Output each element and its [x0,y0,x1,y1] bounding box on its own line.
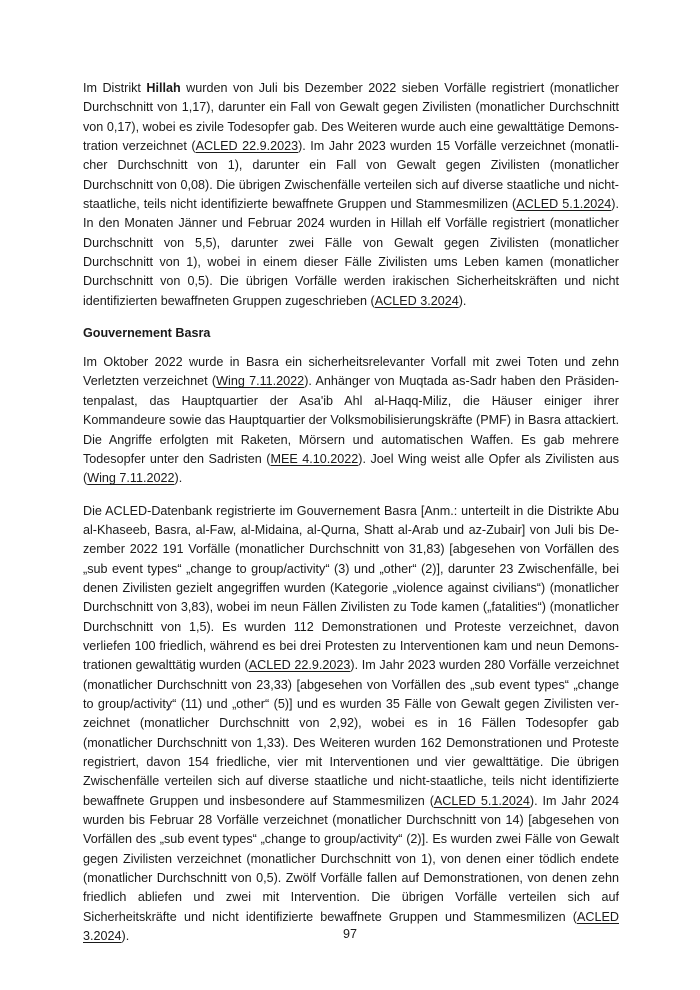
source-link[interactable]: Wing 7.11.2022 [216,374,305,389]
source-link[interactable]: ACLED 22.9.2023 [195,139,299,154]
district-name: Hillah [146,81,181,95]
source-link[interactable]: MEE 4.10.2022 [270,451,359,466]
source-link[interactable]: ACLED 5.1.2024 [516,197,612,212]
source-link[interactable]: ACLED 22.9.2023 [248,658,351,673]
section-heading-basra: Gouvernement Basra [83,326,211,341]
source-link[interactable]: ACLED 3.2024 [83,909,619,944]
source-link[interactable]: ACLED 5.1.2024 [433,793,530,808]
paragraph-basra-october: Im Oktober 2022 wurde in Basra ein sicherheitsrelevanter Vorfall mit zwei Toten und zehn Verletzten verzeichnet (Wing 7.11.2022). Anhänger von Muqtada as-Sadr haben den Präsidentenpalast, das Hauptquartier der Asa'ib Ahl al-Haqq-Miliz, die Häuser einiger ihrer Kommandeure sowie das Hauptquartier der Volksmobilisierungskräfte (PMF) in Basra attackiert. Die Angriffe erfolgten mit Raketen, Mörsern und automatischen Waffen. Es gab mehrere Todesopfer unter den Sadristen (MEE 4.10.2022). Joel Wing weist alle Opfer als Zivilisten aus (Wing 7.11.2022). [83,355,619,486]
paragraph-hillah: Im Distrikt Hillah wurden von Juli bis Dezember 2022 sieben Vorfälle registriert (monatlicher Durchschnitt von 1,17), darunter ein Fall von Gewalt gegen Zivilisten (monatlicher Durchschnitt von 0,17), wobei es zivile Todesopfer gab. Des Weiteren wurde auch eine gewalttätige Demonstration verzeichnet (ACLED 22.9.2023). Im Jahr 2023 wurden 15 Vorfälle verzeichnet (monatlicher Durchschnitt von 1), darunter ein Fall von Gewalt gegen Zivilisten (monatlicher Durchschnitt von 0,08). Die übrigen Zwischenfälle verteilen sich auf diverse staatliche und nicht-staatliche, teils nicht identifizierte bewaffnete Gruppen und Stammesmilizen (ACLED 5.1.2024). In den Monaten Jänner und Februar 2024 wurden in Hillah elf Vorfälle registriert (monatlicher Durchschnitt von 5,5), darunter zwei Fälle von Gewalt gegen Zivilisten (monatlicher Durchschnitt von 1), wobei in einem dieser Fälle Zivilisten ums Leben kamen (monatlicher Durchschnitt von 0,5). Die übrigen Vorfälle werden irakischen Sicherheitskräften und nicht identifizierten bewaffneten Gruppen zugeschrieben (ACLED 3.2024). [83,81,619,308]
source-link[interactable]: ACLED 3.2024 [374,293,459,308]
source-link[interactable]: Wing 7.11.2022 [87,471,175,486]
page-content [83,79,619,959]
page-number: 97 [342,927,357,941]
paragraph-basra-acled: Die ACLED-Datenbank registrierte im Gouvernement Basra [Anm.: unterteilt in die Distrikte Abu al-Khaseeb, Basra, al-Faw, al-Midaina, al-Qurna, Shatt al-Arab und az-Zubair] von Juli bis Dezember 2022 191 Vorfälle (monatlicher Durchschnitt von 31,83) [abgesehen von Vorfällen des „sub event types“ „change to group/activity“ (3) und „other“ (2)], darunter 23 Zwischenfälle, bei denen Zivilisten gezielt angegriffen wurden (Kategorie „violence against civilians“) (monatlicher Durchschnitt von 3,83), wobei im neun Fällen Zivilisten zu Tode kamen („fatalities“) (monatlicher Durchschnitt von 1,5). Es wurden 112 Demonstrationen und Proteste verzeichnet, davon verliefen 100 friedlich, während es bei drei Protesten zu Interventionen kam und neun Demonstrationen gewalttätig wurden (ACLED 22.9.2023). Im Jahr 2023 wurden 280 Vorfälle verzeichnet (monatlicher Durchschnitt von 23,33) [abgesehen von Vorfällen des „sub event types“ „change to group/activity“ (11) und „other“ (5)] und es wurden 35 Fälle von Gewalt gegen Zivilisten verzeichnet (monatlicher Durchschnitt von 2,92), wobei es in 16 Fällen Todesopfer gab (monatlicher Durchschnitt von 1,33). Des Weiteren wurden 162 Demonstrationen und Proteste registriert, davon 154 friedliche, vier mit Interventionen und vier gewalttätige. Die übrigen Zwischenfälle verteilen sich auf diverse staatliche und nicht-staatliche, teils nicht identifizierte bewaffnete Gruppen und insbesondere auf Stammesmilizen (ACLED 5.1.2024). Im Jahr 2024 wurden bis Februar 28 Vorfälle verzeichnet (monatlicher Durchschnitt von 14) [abgesehen von Vorfällen des „sub event types“ „change to group/activity“ (2)]. Es wurden zwei Fälle von Gewalt gegen Zivilisten verzeichnet (monatlicher Durchschnitt von 1), von denen einer tödlich endete (monatlicher Durchschnitt von 0,5). Zwölf Vorfälle fallen auf Demonstrationen, von denen zehn friedlich abliefen und zwei mit Intervention. Die übrigen Vorfälle verteilen sich auf Sicherheitskräfte und nicht identifizierte bewaffnete Gruppen und Stammesmilizen (ACLED 3.2024). [83,503,619,944]
